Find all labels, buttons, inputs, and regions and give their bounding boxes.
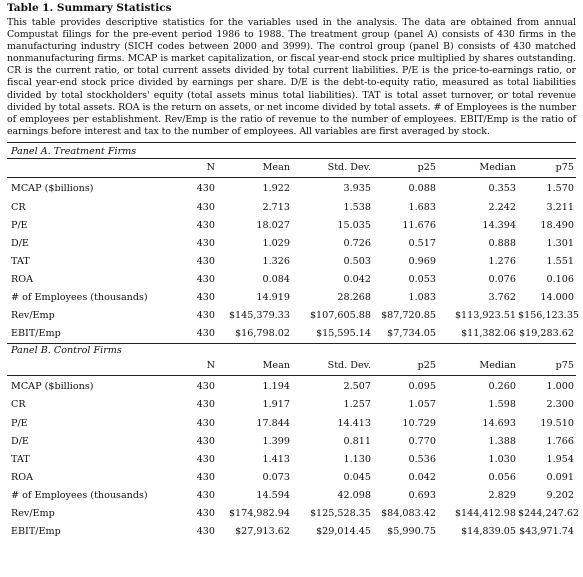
variable-name: CR [11, 201, 26, 213]
panel-title: Panel B. Control Firms [11, 344, 122, 356]
header-row [7, 357, 576, 376]
stat-value: $43,971.74 [519, 526, 574, 538]
stat-value: $14,839.05 [461, 526, 516, 538]
table-row [7, 307, 576, 325]
stat-value: $144,412.98 [454, 507, 516, 519]
column-header: Median [438, 357, 518, 376]
stat-value: 0.091 [546, 471, 574, 483]
stat-value: 1.538 [343, 201, 371, 213]
stat-value: $174,982.94 [228, 507, 290, 519]
stat-value: 0.770 [408, 435, 436, 447]
stat-value: 1.301 [546, 237, 574, 249]
stat-value: $107,605.88 [309, 310, 371, 322]
table-row [7, 216, 576, 234]
variable-name: D/E [11, 435, 29, 447]
column-header: N [175, 158, 217, 177]
variable-name: MCAP ($billions) [11, 381, 94, 393]
column-header: p25 [373, 357, 438, 376]
stat-value: $145,379.33 [228, 310, 290, 322]
stat-value: 1.570 [546, 183, 574, 195]
stat-value: 1.194 [262, 381, 290, 393]
stat-value: 430 [196, 471, 215, 483]
stat-value: 430 [196, 399, 215, 411]
stat-value: 3.211 [546, 201, 574, 213]
stat-value: 2.507 [343, 381, 371, 393]
stat-value: 18.027 [256, 219, 290, 231]
stat-value: 430 [196, 237, 215, 249]
table-row [7, 523, 576, 541]
column-header: Median [438, 158, 518, 177]
variable-name: ROA [11, 471, 34, 483]
variable-name: TAT [11, 255, 30, 267]
table-row [7, 289, 576, 307]
stat-value: 10.729 [402, 417, 436, 429]
stat-value: $244,247.62 [518, 507, 580, 519]
stat-value: 430 [196, 435, 215, 447]
column-header: p25 [373, 158, 438, 177]
column-header [7, 357, 175, 376]
stats-table [7, 357, 580, 541]
stat-value: 430 [196, 328, 215, 340]
table-row [7, 375, 576, 396]
variable-name: TAT [11, 453, 30, 465]
column-header: N [175, 357, 217, 376]
stat-value: 430 [196, 201, 215, 213]
variable-name: MCAP ($billions) [11, 183, 94, 195]
table-row [7, 270, 576, 288]
stat-value: $27,913.62 [235, 526, 290, 538]
variable-name: # of Employees (thousands) [11, 292, 148, 304]
stat-value: 1.683 [408, 201, 436, 213]
stat-value: 18.490 [540, 219, 574, 231]
stat-value: $84,083.42 [381, 507, 436, 519]
stat-value: 0.042 [343, 273, 371, 285]
stat-value: 430 [196, 292, 215, 304]
table-row [7, 432, 576, 450]
variable-name: P/E [11, 417, 28, 429]
stats-table [7, 158, 580, 344]
table-row [7, 234, 576, 252]
stat-value: $5,990.75 [387, 526, 436, 538]
stat-value: 430 [196, 526, 215, 538]
stat-value: 1.030 [488, 453, 516, 465]
stat-value: $156,123.35 [518, 310, 580, 322]
table-caption: This table provides descriptive statistics for the variables used in the analysis. The data are obtained from annual Compustat filings for the pre-event period 1986 to 1988. The treatment group (panel A) consists of 430 firms in the manufacturing industry (SICH codes between 2000 and 3999). The control group (panel B) consists of 430 matched nonmanufacturing firms. MCAP is market capitalization, or fiscal year-end stock price multiplied by shares outstanding. CR is the current ratio, or total current assets divided by total current liabilities. P/E is the price-to-earnings ratio, or fiscal year-end stock price divided by earnings per share. D/E is the debt-to-equity ratio, measured as total liabilities divided by total stockholders' equity (total assets minus total liabilities). TAT is total asset turnover, or total revenue divided by total assets. ROA is the return on assets, or net income divided by total assets. # of Employees is the number of employees per establishment. Rev/Emp is the ratio of revenue to the number of employees. EBIT/Emp is the ratio of earnings before interest and tax to the number of employees. All variables are first averaged by stock. [7, 17, 576, 137]
stat-value: 0.260 [488, 381, 516, 393]
stat-value: 42.098 [337, 489, 371, 501]
stat-value: 1.130 [343, 453, 371, 465]
table-row [7, 396, 576, 414]
stat-value: 28.268 [337, 292, 371, 304]
stat-value: 430 [196, 255, 215, 267]
stat-value: 1.326 [262, 255, 290, 267]
stat-value: 0.811 [343, 435, 371, 447]
top-rule [7, 142, 576, 143]
stat-value: 430 [196, 273, 215, 285]
stat-value: 0.969 [408, 255, 436, 267]
stat-value: 15.035 [337, 219, 371, 231]
stat-value: $125,528.35 [309, 507, 371, 519]
stat-value: 0.042 [408, 471, 436, 483]
column-header: Mean [217, 158, 292, 177]
stat-value: $16,798.02 [235, 328, 290, 340]
stat-value: 1.917 [262, 399, 290, 411]
table-row [7, 177, 576, 198]
stat-value: 14.594 [256, 489, 290, 501]
stat-value: 2.713 [262, 201, 290, 213]
stat-value: $113,923.51 [454, 310, 516, 322]
table-row [7, 198, 576, 216]
variable-name: Rev/Emp [11, 310, 55, 322]
stat-value: 1.276 [488, 255, 516, 267]
table-row [7, 252, 576, 270]
stat-value: 430 [196, 381, 215, 393]
stat-value: 0.353 [488, 183, 516, 195]
stat-value: 0.726 [343, 237, 371, 249]
stat-value: 1.551 [546, 255, 574, 267]
column-header: Std. Dev. [292, 357, 373, 376]
stat-value: 0.088 [408, 183, 436, 195]
panels-container [7, 145, 580, 541]
stat-value: 2.829 [488, 489, 516, 501]
stat-value: 1.766 [546, 435, 574, 447]
stat-value: $29,014.45 [316, 526, 371, 538]
stat-value: $87,720.85 [381, 310, 436, 322]
variable-name: D/E [11, 237, 29, 249]
variable-name: EBIT/Emp [11, 526, 61, 538]
variable-name: P/E [11, 219, 28, 231]
variable-name: EBIT/Emp [11, 328, 61, 340]
table-title: Table 1. Summary Statistics [7, 2, 172, 14]
stat-value: 0.536 [408, 453, 436, 465]
stat-value: 0.084 [262, 273, 290, 285]
stat-value: 0.073 [262, 471, 290, 483]
stat-value: 3.762 [488, 292, 516, 304]
stat-value: 0.095 [408, 381, 436, 393]
stat-value: 0.888 [488, 237, 516, 249]
stat-value: 1.057 [408, 399, 436, 411]
stat-value: $19,283.62 [519, 328, 574, 340]
stat-value: 0.106 [546, 273, 574, 285]
stat-value: 1.029 [262, 237, 290, 249]
variable-name: ROA [11, 273, 34, 285]
stat-value: 1.598 [488, 399, 516, 411]
stat-value: 17.844 [256, 417, 290, 429]
stat-value: 1.954 [546, 453, 574, 465]
stat-value: 14.919 [256, 292, 290, 304]
stat-value: $7,734.05 [387, 328, 436, 340]
stat-value: 14.693 [482, 417, 516, 429]
stat-value: 19.510 [540, 417, 574, 429]
variable-name: CR [11, 399, 26, 411]
stat-value: $11,382.06 [461, 328, 516, 340]
stat-value: 430 [196, 489, 215, 501]
stat-value: 0.053 [408, 273, 436, 285]
table-row [7, 450, 576, 468]
stat-value: 14.413 [337, 417, 371, 429]
stat-value: 0.517 [408, 237, 436, 249]
stat-value: 14.394 [482, 219, 516, 231]
column-header: Mean [217, 357, 292, 376]
stat-value: 430 [196, 219, 215, 231]
stat-value: 2.242 [488, 201, 516, 213]
table-row [7, 486, 576, 504]
stat-value: 430 [196, 507, 215, 519]
stat-value: 1.413 [262, 453, 290, 465]
stat-value: 1.083 [408, 292, 436, 304]
panel-title: Panel A. Treatment Firms [11, 145, 137, 157]
stat-value: $15,595.14 [316, 328, 371, 340]
variable-name: Rev/Emp [11, 507, 55, 519]
column-header [7, 158, 175, 177]
stat-value: 9.202 [546, 489, 574, 501]
column-header: p75 [518, 357, 576, 376]
stat-value: 1.000 [546, 381, 574, 393]
table-row [7, 325, 576, 344]
stat-value: 3.935 [343, 183, 371, 195]
table-row [7, 468, 576, 486]
stat-value: 430 [196, 310, 215, 322]
stat-value: 1.257 [343, 399, 371, 411]
variable-name: # of Employees (thousands) [11, 489, 148, 501]
table-row [7, 504, 576, 522]
stat-value: 1.388 [488, 435, 516, 447]
stat-value: 0.076 [488, 273, 516, 285]
column-header: Std. Dev. [292, 158, 373, 177]
stat-value: 1.922 [262, 183, 290, 195]
stat-value: 0.045 [343, 471, 371, 483]
stat-value: 2.300 [546, 399, 574, 411]
stat-value: 14.000 [540, 292, 574, 304]
table-row [7, 414, 576, 432]
stat-value: 430 [196, 417, 215, 429]
stat-value: 11.676 [402, 219, 436, 231]
column-header: p75 [518, 158, 576, 177]
stat-value: 430 [196, 453, 215, 465]
stat-value: 0.056 [488, 471, 516, 483]
stat-value: 1.399 [262, 435, 290, 447]
stat-value: 0.503 [343, 255, 371, 267]
header-row [7, 158, 576, 177]
stat-value: 430 [196, 183, 215, 195]
stat-value: 0.693 [408, 489, 436, 501]
